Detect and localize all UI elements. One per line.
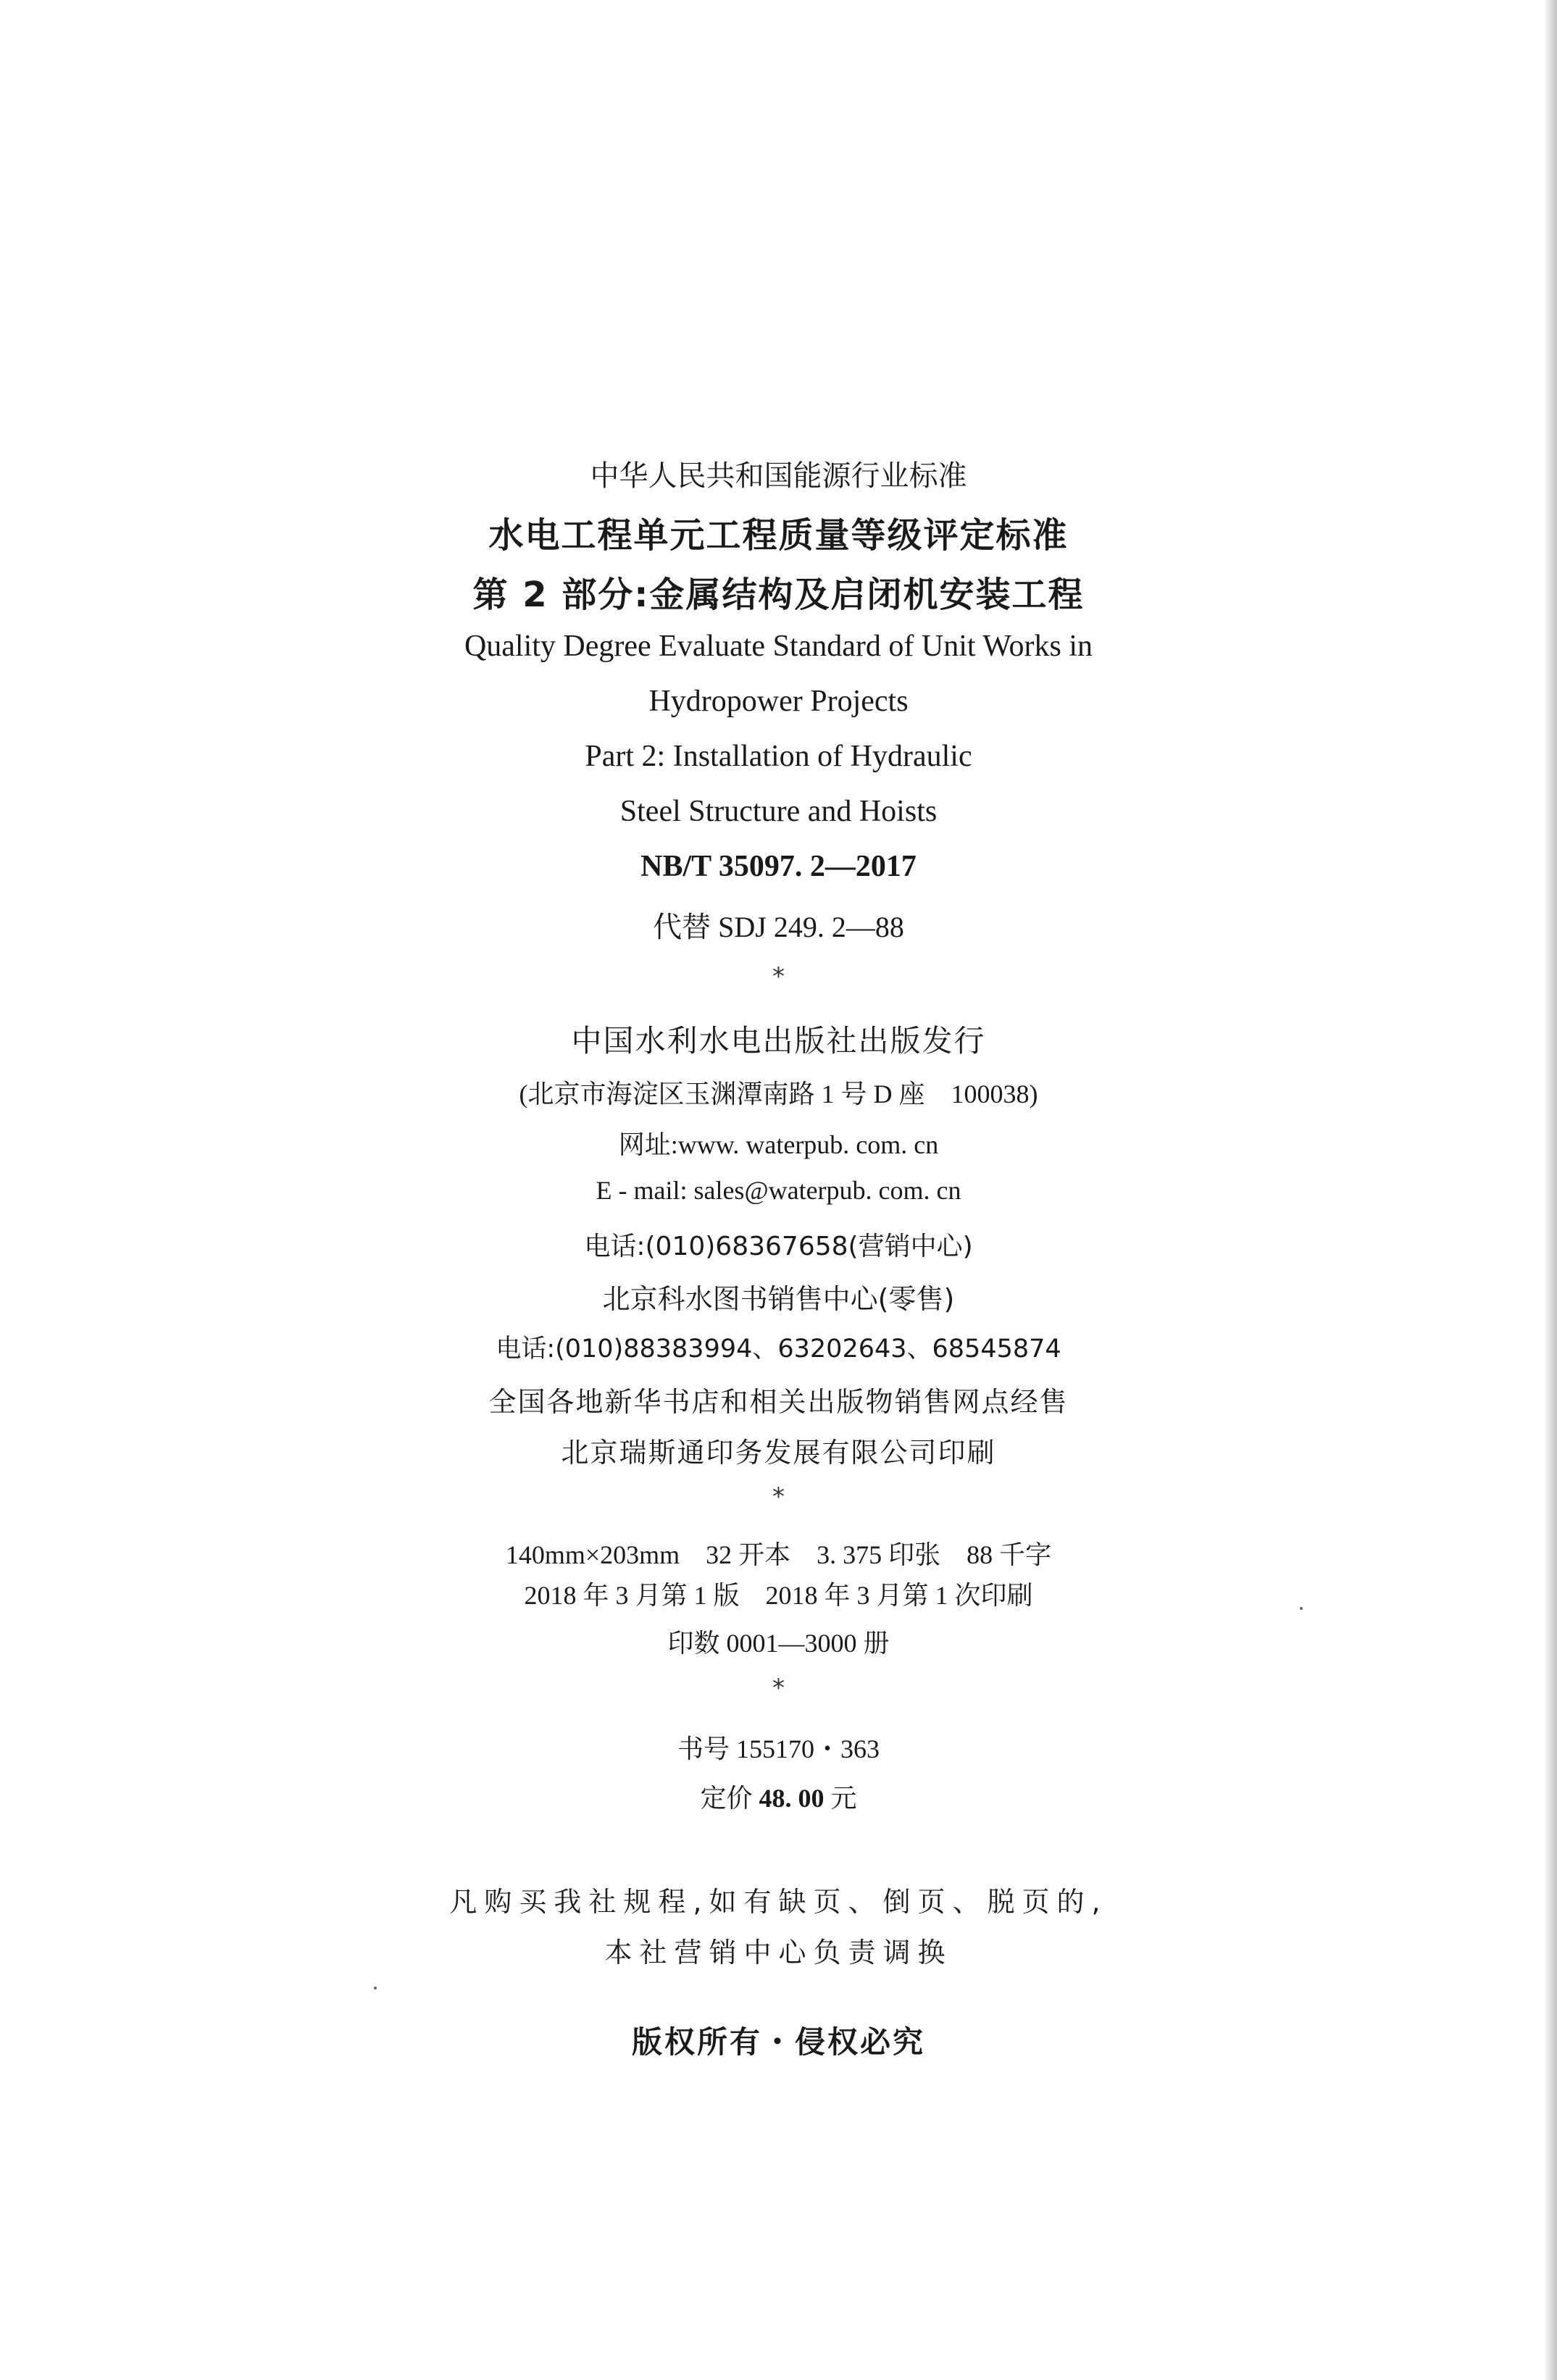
title-en-line-1: Quality Degree Evaluate Standard of Unit Works in bbox=[464, 630, 1093, 663]
separator-star: * bbox=[772, 1674, 785, 1703]
phone-marketing: 电话:(010)68367658(营销中心) bbox=[584, 1232, 973, 1261]
publisher-website: 网址:www. waterpub. com. cn bbox=[618, 1130, 939, 1159]
printer-line: 北京瑞斯通印务发展有限公司印刷 bbox=[561, 1437, 996, 1469]
phone-retail: 电话:(010)88383994、63202643、68545874 bbox=[496, 1335, 1061, 1364]
print-run-line: 印数 0001—3000 册 bbox=[667, 1629, 890, 1658]
title-en-line-2: Hydropower Projects bbox=[648, 685, 909, 718]
part-en-line-2: Steel Structure and Hoists bbox=[619, 795, 938, 828]
distribution-line: 全国各地新华书店和相关出版物销售网点经售 bbox=[488, 1386, 1069, 1418]
price-value: 48. 00 bbox=[759, 1784, 825, 1813]
notice-line-1: 凡购买我社规程,如有缺页、倒页、脱页的, bbox=[449, 1886, 1108, 1918]
scan-speck bbox=[374, 1987, 377, 1989]
part-title-cn: 第 2 部分:金属结构及启闭机安装工程 bbox=[472, 575, 1085, 615]
format-line: 140mm×203mm 32 开本 3. 375 印张 88 千字 bbox=[505, 1540, 1052, 1569]
replaces-line: 代替 SDJ 249. 2—88 bbox=[653, 911, 904, 943]
standard-number: NB/T 35097. 2—2017 bbox=[640, 850, 917, 883]
price-unit: 元 bbox=[824, 1784, 857, 1813]
title-cn: 水电工程单元工程质量等级评定标准 bbox=[488, 515, 1069, 556]
publisher-name: 中国水利水电出版社出版发行 bbox=[571, 1023, 986, 1059]
price-label: 定价 bbox=[700, 1784, 759, 1813]
issuer-line: 中华人民共和国能源行业标准 bbox=[590, 459, 967, 493]
book-number: 书号 155170・363 bbox=[677, 1734, 880, 1763]
price-line bbox=[0, 1778, 1557, 1815]
publisher-email: E - mail: sales@waterpub. com. cn bbox=[596, 1176, 961, 1205]
publisher-address: (北京市海淀区玉渊潭南路 1 号 D 座 100038) bbox=[519, 1080, 1038, 1108]
part-en-line-1: Part 2: Installation of Hydraulic bbox=[585, 740, 972, 773]
retail-center: 北京科水图书销售中心(零售) bbox=[602, 1283, 955, 1315]
copyright-line: 版权所有・侵权必究 bbox=[631, 2024, 925, 2060]
edition-line: 2018 年 3 月第 1 版 2018 年 3 月第 1 次印刷 bbox=[524, 1581, 1033, 1610]
notice-line-2: 本社营销中心负责调换 bbox=[604, 1937, 953, 1968]
separator-star: * bbox=[772, 1482, 785, 1511]
separator-star: * bbox=[772, 962, 785, 991]
